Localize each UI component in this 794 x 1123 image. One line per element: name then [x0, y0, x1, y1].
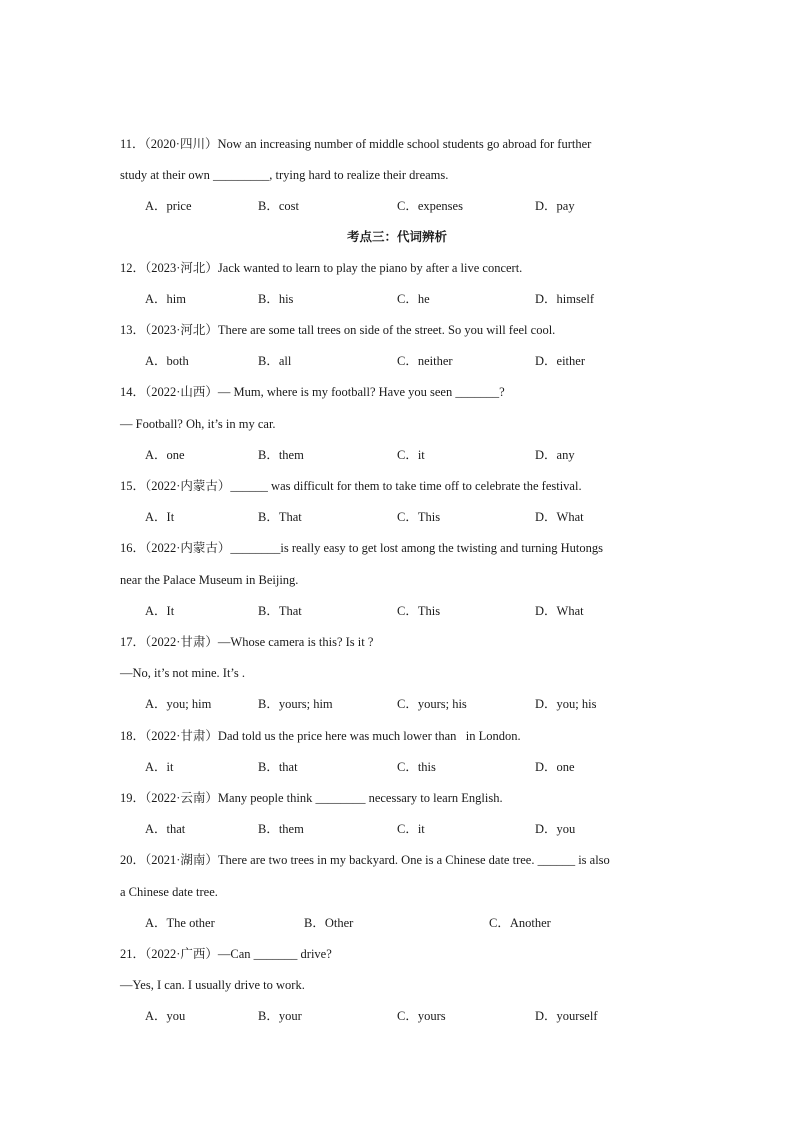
option-d: D．you	[535, 822, 576, 836]
option-b: B．cost	[258, 199, 299, 213]
option-b: B．his	[258, 292, 294, 306]
question-12-line-1: 12．（2023·河北）Jack wanted to learn to play the piano by after a live concert.	[120, 261, 523, 275]
option-c: C．expenses	[397, 199, 463, 213]
question-18-options	[0, 759, 794, 775]
option-a: A．him	[145, 292, 186, 306]
option-a: A．price	[145, 199, 192, 213]
option-c: C．yours; his	[397, 697, 467, 711]
question-19-options	[0, 821, 794, 837]
option-b: B．that	[258, 760, 298, 774]
option-d: D．one	[535, 760, 575, 774]
option-a: A．The other	[145, 916, 215, 930]
option-b: B．them	[258, 448, 304, 462]
option-b: B．Other	[304, 916, 354, 930]
question-14-line-1: 14．（2022·山西）— Mum, where is my football? Have you seen _______?	[120, 385, 505, 399]
option-a: A．both	[145, 354, 189, 368]
option-c: C．it	[397, 822, 425, 836]
question-16-line-1: 16．（2022·内蒙古）________is really easy to get lost among the twisting and turning Hutongs	[120, 541, 603, 555]
question-20-line-2: a Chinese date tree.	[120, 885, 218, 899]
option-d: D．you; his	[535, 697, 597, 711]
option-c: C．this	[397, 760, 436, 774]
question-20-line-1: 20．（2021·湖南）There are two trees in my backyard. One is a Chinese date tree. ______ is also	[120, 853, 610, 867]
option-d: D．either	[535, 354, 585, 368]
option-c: C．it	[397, 448, 425, 462]
question-13-line-1: 13．（2023·河北）There are some tall trees on side of the street. So you will feel cool.	[120, 323, 556, 337]
section-heading: 考点三：代词辨析	[346, 230, 447, 244]
question-19-line-1: 19．（2022·云南）Many people think ________ necessary to learn English.	[120, 791, 503, 805]
question-15-line-1: 15．（2022·内蒙古）______ was difficult for them to take time off to celebrate the festival.	[120, 479, 582, 493]
question-13-options	[0, 353, 794, 369]
option-d: D．himself	[535, 292, 595, 306]
question-21-line-1: 21．（2022·广西）—Can _______ drive?	[120, 947, 332, 961]
option-d: D．any	[535, 448, 575, 462]
option-a: A．you; him	[145, 697, 212, 711]
question-11-line-1: 11．（2020·四川）Now an increasing number of middle school students go abroad for further	[120, 137, 592, 151]
option-c: C．This	[397, 510, 441, 524]
option-a: A．that	[145, 822, 186, 836]
question-12-options	[0, 291, 794, 307]
question-17-options	[0, 696, 794, 712]
question-11-line-2: study at their own _________, trying hard to realize their dreams.	[120, 168, 449, 182]
option-d: D．What	[535, 604, 584, 618]
question-16-options	[0, 603, 794, 619]
option-c: C．Another	[489, 916, 551, 930]
option-b: B．That	[258, 510, 302, 524]
question-11-options	[0, 198, 794, 214]
question-21-options	[0, 1008, 794, 1024]
question-20-options	[0, 915, 794, 931]
question-14-line-2: — Football? Oh, it’s in my car.	[120, 417, 276, 431]
option-a: A．one	[145, 448, 185, 462]
option-c: C．he	[397, 292, 430, 306]
option-d: D．pay	[535, 199, 575, 213]
option-a: A．you	[145, 1009, 186, 1023]
option-b: B．That	[258, 604, 302, 618]
option-b: B．yours; him	[258, 697, 333, 711]
question-17-line-2: —No, it’s not mine. It’s .	[120, 666, 245, 680]
option-b: B．all	[258, 354, 292, 368]
option-a: A．It	[145, 604, 175, 618]
question-18-line-1: 18．（2022·甘肃）Dad told us the price here was much lower than in London.	[120, 729, 521, 743]
option-d: D．yourself	[535, 1009, 598, 1023]
question-21-line-2: —Yes, I can. I usually drive to work.	[120, 978, 305, 992]
question-17-line-1: 17．（2022·甘肃）—Whose camera is this? Is it ?	[120, 635, 374, 649]
question-16-line-2: near the Palace Museum in Beijing.	[120, 573, 299, 587]
option-c: C．yours	[397, 1009, 446, 1023]
option-c: C．neither	[397, 354, 453, 368]
option-a: A．It	[145, 510, 175, 524]
option-b: B．them	[258, 822, 304, 836]
option-d: D．What	[535, 510, 584, 524]
question-15-options	[0, 509, 794, 525]
option-a: A．it	[145, 760, 174, 774]
option-b: B．your	[258, 1009, 302, 1023]
question-14-options	[0, 447, 794, 463]
option-c: C．This	[397, 604, 441, 618]
